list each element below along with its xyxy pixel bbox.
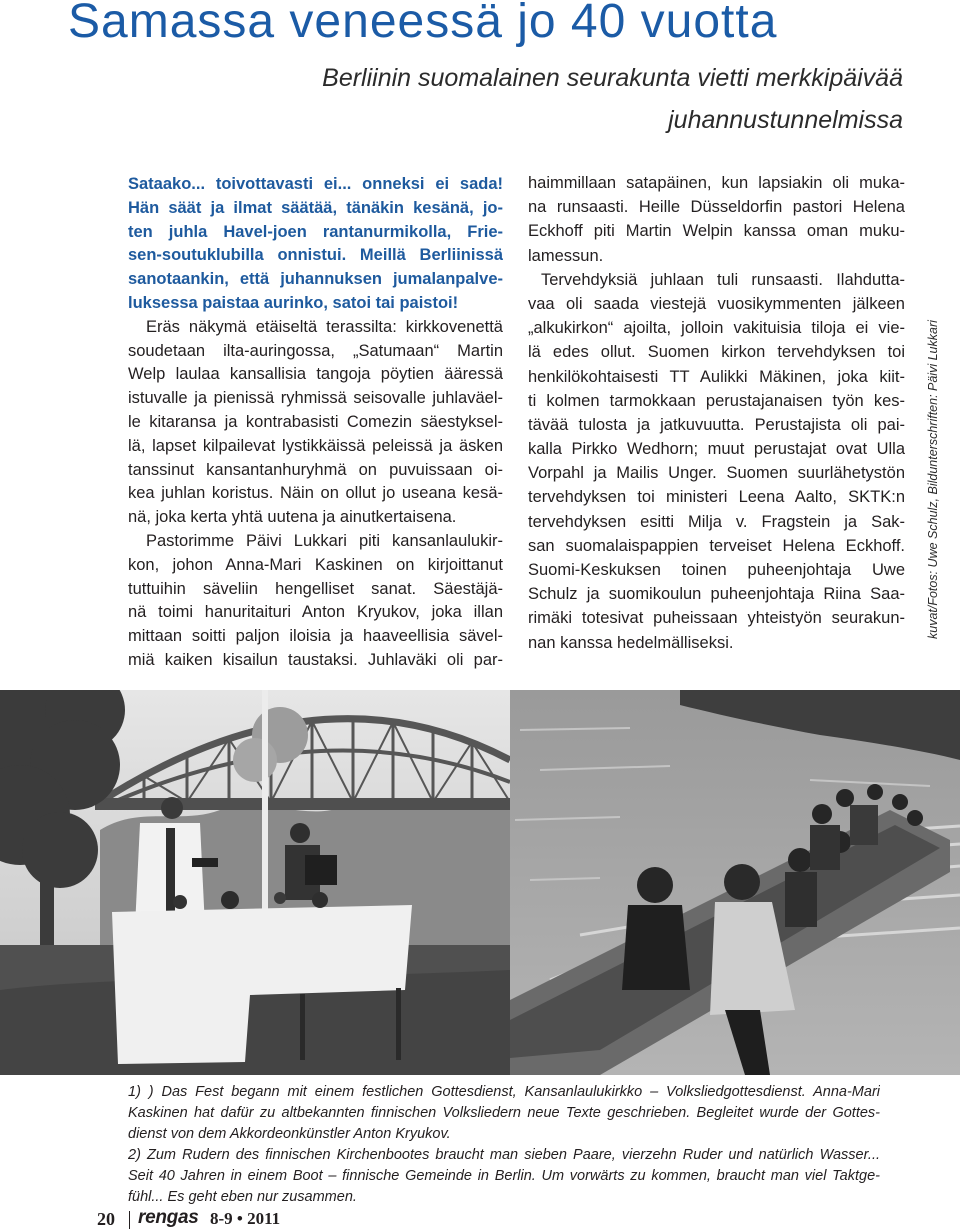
caption-1 [128,1082,880,1145]
magazine-logo: rengas [138,1207,199,1228]
body-line: tuttuihin säveliin hengelliset sanat. Säestäjä- [128,579,503,598]
photo-credit: kuvat/Fotos: Uwe Schulz, Bildunterschriften: Päivi Lukkari [926,320,940,640]
page-number: 20 [97,1209,115,1229]
caption-line: dienst von dem Akkordeonkünstler Anton Kryukov. [128,1126,451,1142]
body-line: miä kaiken kisailun taustaksi. Juhlaväki oli par- [128,650,503,669]
lead-line: Hän säät ja ilmat säätää, tänäkin kesänä, jo- [128,198,503,217]
body-line: tävää tulosta ja jatkuvuutta. Perustajista oli pai- [528,415,905,434]
body-line: tanssinut kansantanhuryhmä on puvuissaan oi- [128,460,503,479]
body-line: tervehdyksen esitti Milja v. Fragstein ja Sak- [528,512,905,531]
body-line: le kitaransa ja kontrabasisti Comezin säestyksel- [128,412,503,431]
lead-line: Sataako... toivottavasti ei... onneksi ei sada! [128,175,503,193]
lead-line: luksessa paistaa aurinko, satoi tai paistoi! [128,293,459,312]
article-subtitle [322,57,903,141]
body-line: Eckhoff piti Martin Welpin kanssa oman muku- [528,222,905,241]
issue-number: 8-9 • 2011 [210,1209,281,1228]
caption-line: 2) Zum Rudern des finnischen Kirchenbootes braucht man sieben Paare, vierzehn Ruder und natürlich Wasser... [128,1147,880,1163]
body-line: ti kolmen tarmokkaan perustajanaisen työn kes- [528,391,905,410]
caption-2 [128,1145,880,1208]
right-column [528,171,905,655]
caption-line: fühl... Es geht eben nur zusammen. [128,1189,357,1205]
photo-captions [128,1082,880,1208]
body-line: lä, lapset kilpailevat lystikkäissä peleissä ja äsken [128,436,503,455]
article-title: Samassa veneessä jo 40 vuotta [68,0,778,48]
body-line: soudetaan ilta-auringossa, „Satumaan“ Martin [128,341,503,360]
body-line: nan kanssa hedelmälliseksi. [528,633,734,652]
photo-church-boat [510,690,960,1075]
body-line: Welp laulaa kansallisia tangoja pöytien ääressä [128,365,503,384]
body-line: Vorpahl ja Mailis Unger. Suomen suurlähetystön [528,464,905,483]
caption-line: 1) ) Das Fest begann mit einem festlichen Gottesdienst, Kansanlaulukirkko – Volksliedgottesdienst. Anna-Mari [128,1084,880,1100]
body-paragraph [128,530,503,673]
body-line: Schulz ja suomikoulun puheenjohtaja Riina Saa- [528,585,905,604]
body-line: Tervehdyksiä juhlaan tuli runsaasti. Ilahdutta- [541,270,905,289]
body-paragraph [128,316,503,530]
body-line: mittaan soitti paljon iloisia ja haaveellisia sävel- [128,627,503,646]
footer-divider [129,1211,130,1229]
caption-line: Kaskinen hat dafür zu altbekannten finnischen Volksliedern neue Texte geschrieben. Begleitet wurde der Gottes- [128,1105,880,1121]
page-footer [0,1208,400,1230]
body-line: lä edes ollut. Suomen kirkon tervehdyksen toi [528,343,905,362]
body-line: na runsaasti. Heille Düsseldorfin pastori Helena [528,198,905,217]
lead-line: sen-soutuklubilla onnistui. Meillä Berliinissä [128,246,503,265]
lead-line: sanotaankin, että juhannuksen jumalanpalve- [128,270,503,289]
body-line: vaa oli saada viestejä vuosikymmenten jälkeen [528,294,905,313]
lead-line: ten juhla Havel-joen rantanurmikolla, Frie- [128,222,503,241]
body-line: haimmillaan satapäinen, kun lapsiakin oli muka- [528,174,905,192]
left-column [128,173,503,673]
body-line: rimäki totesivat puheissaan yhteistyön seurakun- [528,609,905,628]
body-line: nä, joka kerta yhtä uutena ja ainutkertaisena. [128,508,457,527]
body-line: Eräs näkymä etäiseltä terassilta: kirkkovenettä [146,317,503,336]
body-paragraph [528,171,905,268]
body-line: kon, johon Anna-Mari Kaskinen on kirjoittanut [128,555,503,574]
body-line: „alkukirkon“ ajoilta, jolloin vakituisia tiloja ei vie- [528,319,905,338]
lead-paragraph [128,173,503,316]
body-line: henkilökohtaisesti TT Aulikki Mäkinen, joka kiit- [528,367,905,386]
caption-line: Seit 40 Jahren in einem Boot – finnische Gemeinde in Berlin. Um vorwärts zu kommen, braucht man viel Taktge- [128,1168,880,1184]
body-line: kea juhlan koristus. Näin on ollut jo useana kesä- [128,484,503,503]
body-paragraph [528,268,905,655]
subtitle-line: juhannustunnelmissa [668,106,903,134]
body-line: tervehdyksen toi ministeri Leena Aalto, SKTK:n [528,488,905,507]
body-line: kalla Pirkko Wedhorn; muut perustajat ovat Ulla [528,440,905,459]
body-line: Suomi-Keskuksen toinen puheenjohtaja Uwe [528,561,905,579]
subtitle-line: Berliinin suomalainen seurakunta vietti merkkipäivää [322,64,903,92]
bridge-deck [95,798,510,810]
body-line: istuvalle ja pienissä ryhmissä seisovalle juhlaväel- [128,389,503,408]
body-line: lamessun. [528,246,604,265]
body-line: Pastorimme Päivi Lukkari piti kansanlaulukir- [146,531,503,550]
body-line: nä toimi hanuritaituri Anton Kryukov, joka illan [128,603,503,622]
body-line: san suomalaispappien terveiset Helena Eckhoff. [528,536,905,555]
photo-outdoor-service [0,690,510,1075]
